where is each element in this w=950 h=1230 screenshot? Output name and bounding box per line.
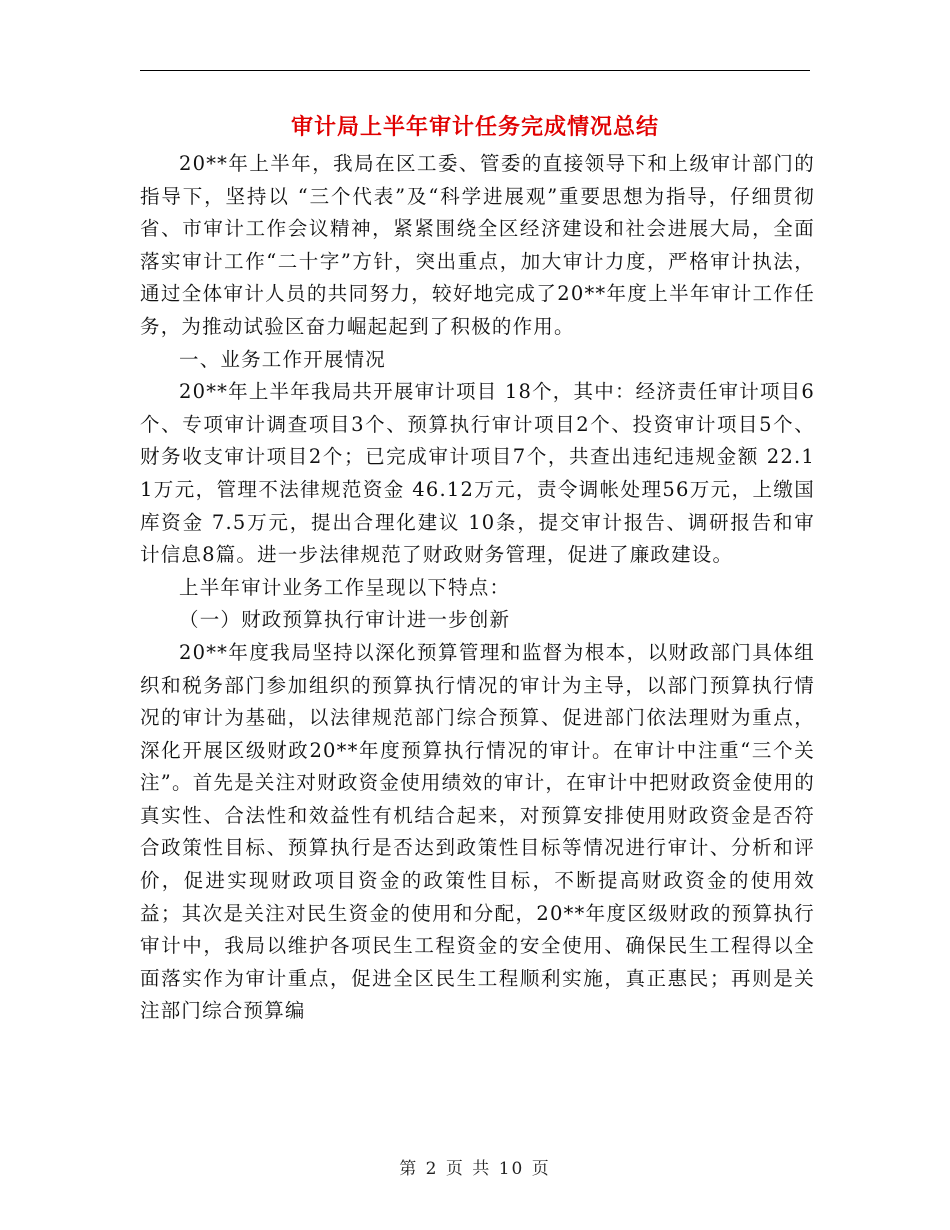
document-title: 审计局上半年审计任务完成情况总结 bbox=[290, 114, 659, 140]
section-heading-business-work: 一、业务工作开展情况 bbox=[179, 347, 387, 371]
header-rule bbox=[140, 70, 810, 71]
intro-paragraph: 20**年上半年，我局在区工委、管委的直接领导下和上级审计部门的指导下，坚持以 “三个代表”及“科学进展观”重要思想为指导，仔细贯彻省、市审计工作会议精神，紧紧围绕全区经济建设和社会进展大局，全面落实审计工作“二十字”方针，突出重点，加大审计力度，严格审计执法，通过全体审计人员的共同努力，较好地完成了20**年度上半年审计工作任务，为推动试验区奋力崛起起到了积极的作用。 bbox=[140, 152, 815, 338]
document-body bbox=[140, 148, 815, 1028]
budget-audit-paragraph: 20**年度我局坚持以深化预算管理和监督为根本，以财政部门具体组织和税务部门参加组织的预算执行情况的审计为主导，以部门预算执行情况的审计为基础，以法律规范部门综合预算、促进部门依法理财为重点，深化开展区级财政20**年度预算执行情况的审计。在审计中注重“三个关注”。首先是关注对财政资金使用绩效的审计，在审计中把财政资金使用的真实性、合法性和效益性有机结合起来，对预算安排使用财政资金是否符合政策性目标、预算执行是否达到政策性目标等情况进行审计、分析和评价，促进实现财政项目资金的政策性目标，不断提高财政资金的使用效益；其次是关注对民生资金的使用和分配，20**年度区级财政的预算执行审计中，我局以维护各项民生工程资金的安全使用、确保民生工程得以全面落实作为审计重点，促进全区民生工程顺利实施，真正惠民；再则是关注部门综合预算编 bbox=[140, 640, 815, 1023]
features-intro-paragraph: 上半年审计业务工作呈现以下特点： bbox=[179, 575, 511, 599]
business-work-paragraph: 20**年上半年我局共开展审计项目 18个，其中：经济责任审计项目6个、专项审计调查项目3个、预算执行审计项目2个、投资审计项目5个、财务收支审计项目2个；已完成审计项目7个，共查出违纪违规金额 22.11万元，管理不法律规范资金 46.12万元，责令调帐处理56万元，上缴国库资金 7.5万元，提出合理化建议 10条，提交审计报告、调研报告和审计信息8篇。进一步法律规范了财政财务管理，促进了廉政建设。 bbox=[140, 380, 816, 567]
page-number-footer: 第 2 页 共 10 页 bbox=[399, 1159, 551, 1179]
subsection-heading-budget-audit: （一）财政预算执行审计进一步创新 bbox=[179, 608, 511, 632]
